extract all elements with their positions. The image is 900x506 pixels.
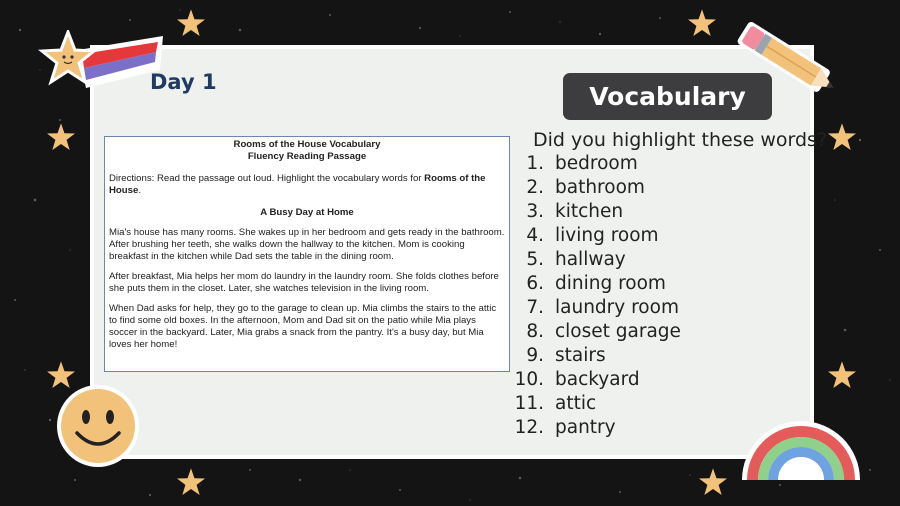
highlight-question: Did you highlight these words? <box>533 129 828 151</box>
star-icon <box>175 8 207 40</box>
star-icon <box>175 467 207 499</box>
rainbow-icon <box>738 410 864 482</box>
shooting-star-icon <box>38 30 168 105</box>
passage-paragraph: After breakfast, Mia helps her mom do laundry in the laundry room. She folds clothes before she puts them in the closet. Later, she watches television in the living room. <box>109 271 499 294</box>
story-title: A Busy Day at Home <box>260 207 354 218</box>
day-title: Day 1 <box>150 70 217 94</box>
vocabulary-item: 9. stairs <box>526 345 606 366</box>
vocabulary-item: 11. attic <box>514 393 597 414</box>
star-icon <box>45 122 77 154</box>
passage-subtitle: Fluency Reading Passage <box>247 151 367 162</box>
vocabulary-item: 3. kitchen <box>526 201 624 222</box>
vocabulary-item: 2. bathroom <box>526 177 645 198</box>
vocabulary-item: 1. bedroom <box>526 153 638 174</box>
vocabulary-list <box>512 152 681 440</box>
vocabulary-item: 12. pantry <box>514 417 616 438</box>
vocabulary-item: 6. dining room <box>526 273 666 294</box>
vocabulary-item: 4. living room <box>526 225 659 246</box>
vocabulary-item: 8. closet garage <box>526 321 681 342</box>
smiley-face-icon <box>55 383 141 469</box>
vocabulary-item: 5. hallway <box>526 249 626 270</box>
passage-title: Rooms of the House Vocabulary <box>233 139 381 150</box>
star-icon <box>826 360 858 392</box>
passage-directions: Directions: Read the passage out loud. Highlight the vocabulary words for Rooms of the House. <box>109 173 486 196</box>
star-icon <box>686 8 718 40</box>
passage-paragraph: Mia's house has many rooms. She wakes up in her bedroom and gets ready in the bathroom. After brushing her teeth, she walks down the hallway to the kitchen. Mom is cooking breakfast in the kitchen while Dad sets the table in the dining room. <box>109 227 505 262</box>
star-icon <box>826 122 858 154</box>
reading-passage-card <box>104 136 510 372</box>
vocabulary-badge: Vocabulary <box>563 73 772 120</box>
pencil-icon <box>730 20 850 105</box>
passage-paragraph: When Dad asks for help, they go to the garage to clean up. Mia climbs the stairs to the attic to find some old boxes. In the afternoon, Mom and Dad sit on the patio while Mia plays soccer in the backyard. Later, Mia grabs a snack from the pantry. It's a busy day, but Mia loves her home! <box>109 303 497 350</box>
vocabulary-item: 7. laundry room <box>526 297 679 318</box>
star-icon <box>697 467 729 499</box>
vocabulary-item: 10. backyard <box>514 369 640 390</box>
